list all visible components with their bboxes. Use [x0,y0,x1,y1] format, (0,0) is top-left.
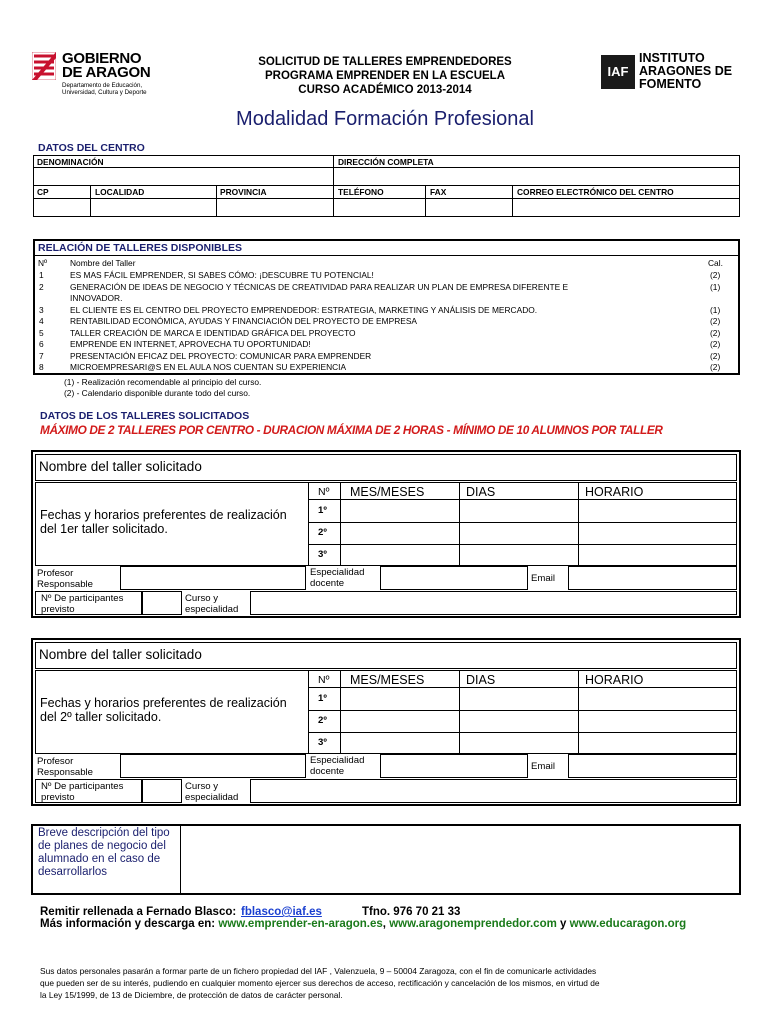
taller2-fechas-l1: Fechas y horarios preferentes de realización [40,696,287,710]
taller2-profesor-input[interactable] [120,754,306,778]
localidad-field[interactable] [91,199,215,216]
taller1-email-label: Email [531,573,555,584]
solicitados-section-title: DATOS DE LOS TALLERES SOLICITADOS [40,410,250,422]
form-title-2: PROGRAMA EMPRENDER EN LA ESCUELA [264,70,506,82]
taller1-row1-num: 1º [318,505,327,516]
taller2-col-horario: HORARIO [585,673,644,687]
telefono-text: Tfno. 976 70 21 33 [362,906,461,918]
fax-field[interactable] [426,199,511,216]
taller1-profesor-l2: Responsable [37,579,94,590]
taller2-curso-l1: Curso y [185,781,219,792]
taller2-email-label: Email [531,761,555,772]
web-link-emprender[interactable]: www.emprender-en-aragon.es [218,918,383,930]
taller-name: ES MAS FÁCIL EMPRENDER, SI SABES CÓMO: ¡DESCUBRE TU POTENCIAL! [70,270,374,280]
taller2-fecha1-meses[interactable] [341,688,458,709]
correo-field[interactable] [513,199,739,216]
taller-num: 8 [39,362,44,372]
fax-label: FAX [430,187,447,197]
taller-num: 7 [39,351,44,361]
taller1-fecha3-meses[interactable] [341,545,458,565]
talleres-section-title: RELACIÓN DE TALLERES DISPONIBLES [38,242,242,254]
cp-field[interactable] [34,199,89,216]
iaf-logo-line3: FOMENTO [639,77,702,91]
taller1-especialidad-l1: Especialidad [310,567,365,578]
cp-label: CP [37,187,49,197]
taller-name: MICROEMPRESARI@S EN EL AULA NOS CUENTAN SU EXPERIENCIA [70,362,347,372]
taller2-participantes-l2: previsto [41,792,75,803]
direccion-label: DIRECCIÓN COMPLETA [338,157,434,167]
talleres-col-cal: Cal. [708,258,723,268]
taller-num: 1 [39,270,44,280]
gov-logo-sub2: Universidad, Cultura y Deporte [62,89,147,96]
taller1-participantes-input[interactable] [142,591,182,615]
taller-num: 4 [39,316,44,326]
legal-line-2: que pueden ser de su interés, pudiendo en cualquier momento ejercer sus derechos de acceso, rectificación y cancelación de los mismos, en virtud de [40,978,600,988]
taller2-fecha3-dias[interactable] [460,733,577,753]
taller1-curso-l2: especialidad [185,604,239,615]
taller2-col-meses: MES/MESES [350,673,425,687]
direccion-field[interactable] [334,168,739,185]
taller1-curso-input[interactable] [250,591,737,615]
taller1-profesor-input[interactable] [120,566,306,590]
taller1-profesor-l1: Profesor [37,568,74,579]
taller-num: 2 [39,282,44,292]
note-2: (2) - Calendario disponible durante todo del curso. [64,388,251,398]
taller1-name-label: Nombre del taller solicitado [39,459,202,474]
web-link-educaragon[interactable]: www.educaragon.org [569,918,687,930]
taller1-row2-num: 2º [318,527,327,538]
taller1-name-field[interactable] [230,455,736,480]
taller2-fecha2-dias[interactable] [460,711,577,731]
taller2-participantes-l1: Nº De participantes [41,781,124,792]
taller2-especialidad-l2: docente [310,766,345,777]
taller-name: PRESENTACIÓN EFICAZ DEL PROYECTO: COMUNICAR PARA EMPRENDER [70,351,372,361]
provincia-field[interactable] [217,199,332,216]
taller2-row2-num: 2º [318,715,327,726]
taller-num: 5 [39,328,44,338]
taller2-name-label: Nombre del taller solicitado [39,647,202,662]
taller2-profesor-l2: Responsable [37,767,94,778]
taller1-fecha3-horario[interactable] [579,545,736,565]
solicitados-warning: MÁXIMO DE 2 TALLERES POR CENTRO - DURACION MÁXIMA DE 2 HORAS - MÍNIMO DE 10 ALUMNOS POR TALLER [40,423,663,437]
iaf-logo-line2: ARAGONES DE [639,64,733,78]
taller1-curso-l1: Curso y [185,593,219,604]
talleres-col-name: Nombre del Taller [70,258,136,268]
taller1-fechas-l1: Fechas y horarios preferentes de realización [40,508,287,522]
taller1-participantes-l1: Nº De participantes [41,593,124,604]
gov-logo-sub1: Departamento de Educación, [62,82,143,89]
contact-email-link[interactable]: fblasco@iaf.es [241,906,322,918]
descripcion-l1: Breve descripción del tipo [38,827,170,839]
taller-name: EMPRENDE EN INTERNET, APROVECHA TU OPORTUNIDAD! [70,339,311,349]
taller-name: EL CLIENTE ES EL CENTRO DEL PROYECTO EMPRENDEDOR: ESTRATEGIA, MARKETING Y ANÁLISIS DE MERCADO. [70,305,538,315]
taller2-name-field[interactable] [230,643,736,668]
taller1-participantes-l2: previsto [41,604,75,615]
taller-cal: (1) [710,282,721,292]
taller1-especialidad-l2: docente [310,578,345,589]
mas-info-text: Más información y descarga en: [40,918,216,930]
taller-name: RENTABILIDAD ECONÓMICA, AYUDAS Y FINANCIACIÓN DEL PROYECTO DE EMPRESA [70,316,418,326]
taller-num: 3 [39,305,44,315]
gobierno-aragon-logo [32,50,192,102]
taller-name-cont: INNOVADOR. [70,293,123,303]
taller1-fecha2-horario[interactable] [579,523,736,543]
iaf-logo [601,50,741,94]
taller1-col-num: Nº [318,486,330,498]
taller1-row3-num: 3º [318,549,327,560]
mas-info-line [40,918,686,930]
taller-cal: (2) [710,328,721,338]
taller-cal: (2) [710,270,721,280]
taller-name: GENERACIÓN DE IDEAS DE NEGOCIO Y TÉCNICAS DE CREATIVIDAD PARA REALIZAR UN PLAN DE EMPRESA DIFERENTE E [70,282,569,292]
provincia-label: PROVINCIA [220,187,267,197]
taller-cal: (2) [710,351,721,361]
taller2-fechas-l2: del 2º taller solicitado. [40,710,162,724]
descripcion-l3: alumnado en el caso de [38,853,161,865]
taller1-col-meses: MES/MESES [350,485,425,499]
taller2-fecha1-dias[interactable] [460,688,577,709]
remitir-text: Remitir rellenada a Fernado Blasco: [40,906,237,918]
form-title-3: CURSO ACADÉMICO 2013-2014 [298,84,472,96]
taller2-row3-num: 3º [318,737,327,748]
descripcion-l2: de planes de negocio del [38,840,166,852]
taller1-fecha2-dias[interactable] [460,523,577,543]
taller1-fecha1-meses[interactable] [341,500,458,521]
iaf-mark: IAF [601,55,635,89]
localidad-label: LOCALIDAD [95,187,145,197]
taller1-email-input[interactable] [568,566,737,590]
taller1-fecha2-meses[interactable] [341,523,458,543]
taller2-curso-l2: especialidad [185,792,239,803]
taller1-col-dias: DIAS [466,485,496,499]
web-link-aragonemprendedor[interactable]: www.aragonemprendedor.com [389,918,557,930]
taller2-especialidad-input[interactable] [380,754,528,778]
modality-title: Modalidad Formación Profesional [236,108,534,130]
note-1: (1) - Realización recomendable al principio del curso. [64,377,262,387]
denominacion-label: DENOMINACIÓN [37,157,104,167]
taller-cal: (2) [710,362,721,372]
taller1-especialidad-input[interactable] [380,566,528,590]
telefono-field[interactable] [334,199,424,216]
taller2-col-num: Nº [318,674,330,686]
taller-cal: (2) [710,339,721,349]
descripcion-textarea[interactable] [182,826,739,893]
gov-logo-line1: GOBIERNO [62,50,142,67]
taller2-fecha2-horario[interactable] [579,711,736,731]
centro-section-title: DATOS DEL CENTRO [38,142,145,154]
denominacion-field[interactable] [34,168,332,185]
taller1-fecha3-dias[interactable] [460,545,577,565]
taller2-curso-input[interactable] [250,779,737,803]
taller-cal: (1) [710,305,721,315]
taller2-fecha2-meses[interactable] [341,711,458,731]
web-separator-1: , [382,918,386,930]
taller2-col-dias: DIAS [466,673,496,687]
taller2-email-input[interactable] [568,754,737,778]
taller1-fecha1-horario[interactable] [579,500,736,521]
taller-name: TALLER CREACIÓN DE MARCA E IDENTIDAD GRÁFICA DEL PROYECTO [70,328,356,338]
descripcion-l4: desarrollarlos [38,866,108,878]
taller1-fecha1-dias[interactable] [460,500,577,521]
taller1-col-horario: HORARIO [585,485,644,499]
taller2-fecha1-horario[interactable] [579,688,736,709]
taller2-profesor-l1: Profesor [37,756,74,767]
legal-line-1: Sus datos personales pasarán a formar parte de un fichero propiedad del IAF , Valenzuela, 9 – 50004 Zaragoza, con el fin de comunicarle actividades [40,966,597,976]
taller2-especialidad-l1: Especialidad [310,755,365,766]
taller2-row1-num: 1º [318,693,327,704]
web-separator-2: y [560,918,567,930]
form-title-1: SOLICITUD DE TALLERES EMPRENDEDORES [258,56,512,68]
taller2-participantes-input[interactable] [142,779,182,803]
taller-cal: (2) [710,316,721,326]
telefono-label: TELÉFONO [338,187,384,197]
iaf-logo-line1: INSTITUTO [639,51,705,65]
aragon-flag-icon [32,52,56,80]
taller1-fechas-l2: del 1er taller solicitado. [40,522,168,536]
gov-logo-line2: DE ARAGON [62,64,151,81]
correo-label: CORREO ELECTRÓNICO DEL CENTRO [517,187,674,197]
talleres-col-num: Nº [38,258,48,268]
taller2-fecha3-horario[interactable] [579,733,736,753]
legal-line-3: la Ley 15/1999, de 13 de Diciembre, de protección de datos de carácter personal. [40,990,343,1000]
taller-num: 6 [39,339,44,349]
taller2-fecha3-meses[interactable] [341,733,458,753]
